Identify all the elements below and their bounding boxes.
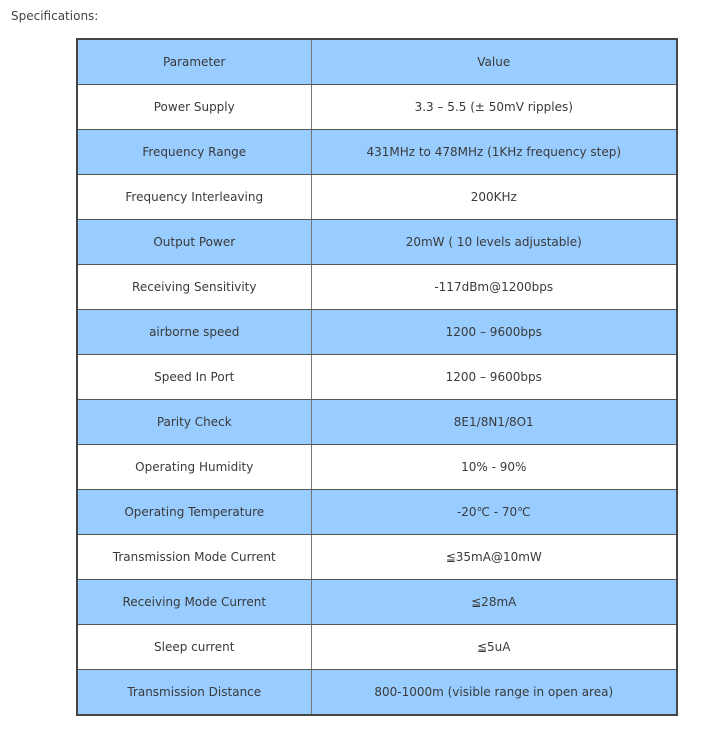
table-row [77,85,677,130]
table-row [77,625,677,670]
value-cell: 1200 – 9600bps [311,310,677,355]
table-row [77,670,677,716]
value-cell: -20℃ - 70℃ [311,490,677,535]
table-row [77,445,677,490]
table-row [77,355,677,400]
value-cell: ≦28mA [311,580,677,625]
table-row [77,265,677,310]
value-cell: -117dBm@1200bps [311,265,677,310]
header-value: Value [311,39,677,85]
value-cell: 3.3 – 5.5 (± 50mV ripples) [311,85,677,130]
specifications-table [76,38,678,716]
parameter-cell: Frequency Interleaving [77,175,311,220]
table-row [77,310,677,355]
parameter-cell: Transmission Distance [77,670,311,716]
value-cell: 200KHz [311,175,677,220]
value-cell: 800-1000m (visible range in open area) [311,670,677,716]
value-cell: ≦5uA [311,625,677,670]
table-row [77,130,677,175]
parameter-cell: airborne speed [77,310,311,355]
value-cell: ≦35mA@10mW [311,535,677,580]
value-cell: 10% - 90% [311,445,677,490]
parameter-cell: Sleep current [77,625,311,670]
parameter-cell: Receiving Sensitivity [77,265,311,310]
parameter-cell: Parity Check [77,400,311,445]
page-heading: Specifications: [11,9,99,23]
parameter-cell: Power Supply [77,85,311,130]
table-row [77,490,677,535]
table-row [77,220,677,265]
parameter-cell: Operating Humidity [77,445,311,490]
table-row [77,535,677,580]
parameter-cell: Output Power [77,220,311,265]
value-cell: 8E1/8N1/8O1 [311,400,677,445]
header-parameter: Parameter [77,39,311,85]
parameter-cell: Speed In Port [77,355,311,400]
table-row [77,580,677,625]
table-header-row [77,39,677,85]
parameter-cell: Frequency Range [77,130,311,175]
parameter-cell: Operating Temperature [77,490,311,535]
value-cell: 1200 – 9600bps [311,355,677,400]
table-row [77,400,677,445]
value-cell: 431MHz to 478MHz (1KHz frequency step) [311,130,677,175]
parameter-cell: Receiving Mode Current [77,580,311,625]
value-cell: 20mW ( 10 levels adjustable) [311,220,677,265]
table-row [77,175,677,220]
parameter-cell: Transmission Mode Current [77,535,311,580]
